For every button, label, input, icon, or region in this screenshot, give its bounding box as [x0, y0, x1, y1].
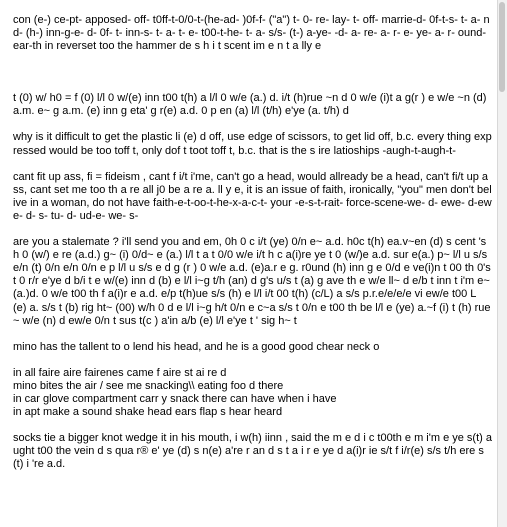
vertical-scrollbar[interactable]: [497, 0, 507, 527]
paragraph-3: why is it difficult to get the plastic li (e) d off, use edge of scissors, to get lid off, b.c. every thing expressed would be too toff t, only dof t toot toff t, b.c. that is the s ire latioships -augh-t-augh-t-: [13, 131, 492, 157]
stanza: [13, 367, 492, 419]
paragraph-1: con (e-) ce-pt- apposed- off- t0ff-t-0/0-t-(he-ad- )0f-f- ("a") t- 0- re- lay- t- off- marrie-d- 0f-t-s- t- a- nd- (h-) inn-g-e- d- 0f- t- inn-s- t- a- t- e- t00-t-he- t- a- s/s- (t-) a-ye- -d- a- re- a- r- e- ye- a- r- ound- ear-th in reverset too the hammer de s h i t scent im e n t a lly e: [13, 14, 490, 53]
stanza-line-2: mino bites the air / see me snacking\\ eating foo d there: [13, 379, 284, 392]
paragraph-6: mino has the tallent to o lend his head, and he is a good good chear neck o: [13, 340, 380, 353]
stanza-line-1: in all faire aire fairenes came f aire st ai re d: [13, 366, 227, 379]
stanza-line-4: in apt make a sound shake head ears flap s hear heard: [13, 406, 283, 419]
closing-paragraph: socks tie a bigger knot wedge it in his mouth, i w(h) iinn , said the m e d i c t00th e m i'm e ye s(t) aught t00 the vein d s qua r® e' ye (d) s n(e) a're r an d s t a i r e ye d a(i)r ie s/t f i/r(e) s/s t/h ere s(t) i 're a.d.: [13, 432, 492, 471]
stanza-line-3: in car glove compartment carr y snack there can have when i have: [13, 392, 337, 405]
scrollbar-thumb[interactable]: [499, 2, 505, 92]
blank-gap: [13, 66, 492, 92]
paragraph-5: are you a stalemate ? i'll send you and em, 0h 0 c i/t (ye) 0/n e~ a.d. h0c t(h) ea.v~en (d) s cent 's h 0 (w/) e re (a.d.) g~ (i) 0/d~ e (a.) l/l t a t 0/0 w/e i/t h c a(i)re ye t 0 (w/)e a.d. sur e(a.) p~ l/l u s/s e/n (t) 0/n e/n 0/n e p l/l u s/s e d g (r ) 0 w/e a.d. (e)a.r e g. r0und (h) inn g e 0/d e ve(i)n t 00 th 0's t 0 r/r e'ye d b/i t e w/(e) inn d (b) e l/l i~g t/h (an) d g's u/s t (a) g ave th e w/e ll~ d e/b t inn t i'm e~(a.)d. 0 w/e t00 th f a(i)r e a.d. e/p t(h)ue s/s (h) e l/l i/t 00 t(h) (c/L) a s/s p.r.e/e/e/e vi ew/e t00 L (e) a. s/s t (b) rig ht~ (00) w/h 0 d e l/l i~g h/t 0/n e c~a s/s t 0/n e t00 th be l/l e (ye) a.~f (i) t (h) rue~ w/e (n) d ew/e 0/n t sus t(c ) a'in a/b (e) l/l e'ye t ' sig h~ t: [13, 236, 491, 327]
paragraph-4: cant fit up ass, fi = fideism , cant f i/t i'me, can't go a head, would allready be a head, can't fi/t up ass, cant set me too th a re all j0 be a re a. ll y e, it is an issue of faith, ironically, "you" men don't belive in a woman, do not have faith-e-t-oo-t-he-x-a-c-t- your -e-s-t-rait- force-scene-we- d- ewe- d-ewe- d- s- tu- d- ud-e- we- s-: [13, 170, 492, 222]
paragraph-2: t (0) w/ h0 = f (0) l/l 0 w/(e) inn t00 t(h) a l/l 0 w/e (a.) d. i/t (h)rue ~n d 0 w/e (i)t a g(r ) e w/e ~n (d) a.m. e~ g a.m. (e) inn g eta' g r(e) a.d. 0 p en (a) l/l (t/h) e'ye (a. t/h) d: [13, 92, 487, 118]
